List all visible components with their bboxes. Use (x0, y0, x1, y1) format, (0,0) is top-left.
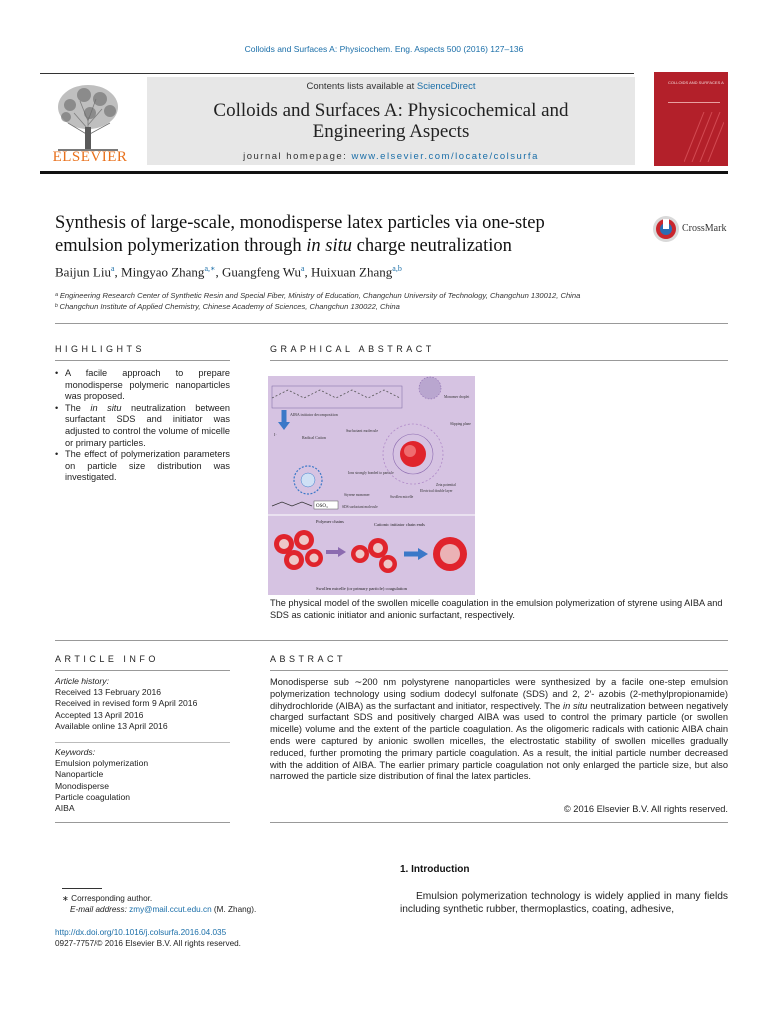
copyright: © 2016 Elsevier B.V. All rights reserved. (563, 804, 728, 814)
label-sds: SDS surfactant molecule (342, 505, 378, 509)
elsevier-logo[interactable] (40, 77, 140, 165)
journal-citation-link[interactable]: Colloids and Surfaces A: Physicochem. Eng. Aspects 500 (2016) 127–136 (244, 44, 524, 54)
header-bottom-rule (40, 171, 728, 174)
label-surfactant: Surfactant molecule (346, 428, 379, 433)
publisher-name: ELSEVIER (52, 149, 128, 165)
abstract-heading: ABSTRACT (270, 654, 347, 664)
author-name[interactable]: Baijun Liu (55, 264, 111, 280)
article-info-heading: ARTICLE INFO (55, 654, 159, 664)
journal-homepage: journal homepage: www.elsevier.com/locate/colsurfa (243, 151, 539, 162)
label-coagulation: Swollen micelle (or primary particle) coagulation (316, 586, 407, 591)
doi-link[interactable]: http://dx.doi.org/10.1016/j.colsurfa.2016.04.035 (55, 928, 227, 937)
label-slipping-plane: Slipping plane (450, 422, 471, 426)
crossmark-button[interactable] (652, 214, 732, 244)
label-cationic-ends: Cationic initiator chain ends (374, 522, 425, 527)
highlights-list (55, 368, 230, 484)
author-name[interactable]: Mingyao Zhang (121, 264, 205, 280)
affiliation-rule (55, 323, 728, 324)
keyword: Nanoparticle (55, 769, 104, 780)
homepage-link[interactable]: www.elsevier.com/locate/colsurfa (351, 151, 539, 162)
article-info-rule (55, 670, 230, 671)
author-name[interactable]: Huixuan Zhang (311, 264, 393, 280)
sciencedirect-link[interactable]: ScienceDirect (416, 81, 476, 92)
introduction-text: Emulsion polymerization technology is widely applied in many fields including synthetic rubber, thermoplastics, coating, adhesive, (400, 891, 728, 915)
highlights-rule (55, 360, 230, 361)
graphical-abstract-figure[interactable] (268, 376, 475, 595)
affiliation-b: ᵇ Changchun Institute of Applied Chemistry, Chinese Academy of Sciences, Changchun 130022, China (55, 302, 400, 311)
graphical-abstract-heading: GRAPHICAL ABSTRACT (270, 344, 435, 354)
introduction-heading: 1. Introduction (400, 864, 470, 875)
label-zeta: Zeta potential (436, 483, 456, 487)
corresponding-author-footnote: ∗ Corresponding author. E-mail address: zmy@mail.ccut.edu.cn (M. Zhang). (62, 894, 257, 914)
article-info-bottom-rule (55, 822, 230, 823)
graphical-abstract-caption: The physical model of the swollen micelle coagulation in the emulsion polymerization of styrene using AIBA and SDS as cationic initiator and anionic surfactant, respectively. (270, 598, 723, 620)
highlights-heading: HIGHLIGHTS (55, 344, 146, 354)
author-name[interactable]: Guangfeng Wu (221, 264, 301, 280)
keyword: Emulsion polymerization (55, 758, 149, 769)
header-top-rule (40, 73, 634, 74)
article-title: Synthesis of large-scale, monodisperse latex particles via one-step emulsion polymerization through in situ charge neutralization (55, 213, 545, 256)
label-aiba-decomposition: AIBA initiator decomposition (290, 412, 338, 417)
label-polymer-chains: Polymer chains (316, 519, 344, 524)
contents-line: Contents lists available at ScienceDirect (306, 81, 476, 92)
keyword: AIBA (55, 803, 75, 814)
footnote-rule (62, 888, 102, 889)
crossmark-icon (652, 214, 680, 244)
abstract-bottom-rule (270, 822, 728, 823)
graphical-abstract-rule (270, 360, 728, 361)
abstract-text: Monodisperse sub ∼200 nm polystyrene nanoparticles were synthesized by a facile one-step emulsion polymerization technology using sodium dodecyl sulfonate (SDS) and 2, 2′- azobis (2-methylpropionamide) dihydrochloride (AIBA) as the surfactant and initiator, respectively. The in situ neutralization between negatively charged surfactant SDS and positively charged AIBA was used to control the primary particle (or swollen micelle) volume and the extent of the particle coagulation. As the oligomeric radicals with cationic AIBA chain ends were captured by anionic swollen micelles, the electrostatic stability of swollen micelles gradually reduced, further promoting the primary particle coagulation. As a result, the initial particle number decreased with the addition of AIBA. The earlier primary particle coagulation not only enlarged the particle size, but also narrowed the particle size distribution of final the latex particles. (270, 677, 729, 782)
affiliation-a: ᵃ Engineering Research Center of Synthetic Resin and Special Fiber, Ministry of Education, Changchun University of Technology, Changchun 130012, China (55, 291, 581, 300)
author-list: Baijun Liu$^a$, Mingyao Zhang$^{a,∗}$, Guangfeng Wu$^a$, Huixuan Zhang$^{a,b}$ (55, 264, 402, 280)
email-link[interactable]: zmy@mail.ccut.edu.cn (129, 905, 212, 914)
label-radical-cation: Radical Cation (302, 435, 326, 440)
particle-large (433, 537, 467, 571)
particle-group-left (274, 530, 323, 570)
section-rule (55, 640, 728, 641)
label-swollen-micelle: Swollen micelle (390, 495, 414, 499)
label-styrene-monomer: Styrene monomer (344, 493, 370, 497)
journal-title: Colloids and Surfaces A: Physicochemical and Engineering Aspects (213, 100, 569, 142)
journal-cover-thumbnail[interactable]: COLLOIDS AND SURFACES A (654, 72, 728, 166)
svg-text:I·: I· (274, 432, 277, 437)
history-item: Available online 13 April 2016 (55, 720, 168, 731)
doi-block: http://dx.doi.org/10.1016/j.colsurfa.2016.04.035 0927-7757/© 2016 Elsevier B.V. All rights reserved. (55, 927, 355, 949)
label-monomer-droplet: Monomer droplet (444, 395, 470, 399)
keyword: Monodisperse (55, 780, 109, 791)
list-item: • A facile approach to prepare monodisperse polymeric nanoparticles was proposed. (55, 368, 230, 403)
abstract-rule (270, 670, 728, 671)
list-item: • The in situ neutralization between surfactant SDS and initiator was adjusted to control the volume of micelle or primary particles. (55, 403, 230, 449)
list-item: • The effect of polymerization parameters on particle size distribution was investigated. (55, 449, 230, 484)
keywords-rule (55, 742, 230, 743)
label-ions-bonded: Ions strongly bonded to particle (348, 471, 394, 475)
particle-group-middle (351, 538, 397, 573)
history-item: Accepted 13 April 2016 (55, 709, 144, 720)
svg-text:OSO₃: OSO₃ (316, 504, 328, 509)
history-item: Received 13 February 2016 (55, 687, 162, 698)
article-history: Article history: Received 13 February 2016 Received in revised form 9 April 2016 Accepted 13 April 2016 Available online 13 April 2016 (55, 676, 230, 732)
crossmark-label: CrossMark (682, 223, 727, 234)
keyword: Particle coagulation (55, 791, 131, 802)
keywords: Keywords: Emulsion polymerization Nanoparticle Monodisperse Particle coagulation AIBA (55, 747, 230, 814)
history-item: Received in revised form 9 April 2016 (55, 698, 198, 709)
cover-pattern-icon (684, 112, 724, 162)
label-double-layer: Electrical double layer (420, 489, 453, 493)
